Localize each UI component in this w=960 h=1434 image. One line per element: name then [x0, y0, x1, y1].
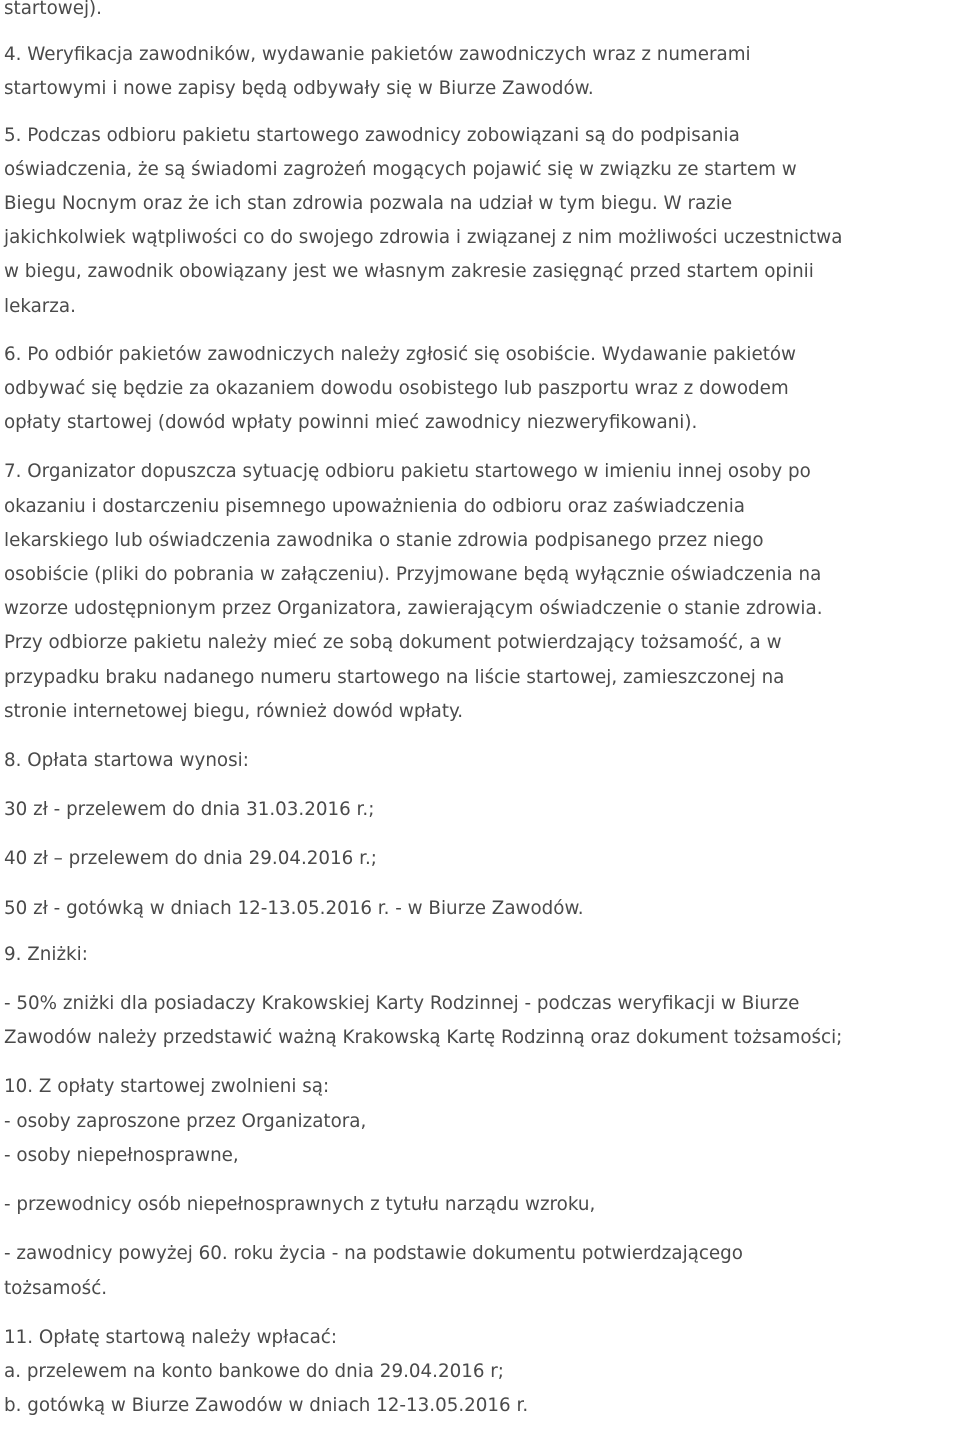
text-line: 6. Po odbiór pakietów zawodniczych należy zgłosić się osobiście. Wydawanie pakietów [4, 343, 796, 365]
regulations-document [4, 0, 960, 1423]
paragraph-8-heading: 8. Opłata startowa wynosi: [4, 750, 249, 772]
text-line: wzorze udostępnionym przez Organizatora, zawierającym oświadczenie o stanie zdrowia. [4, 598, 823, 620]
text-line: - osoby niepełnosprawne, [4, 1144, 239, 1166]
text-line: przypadku braku nadanego numeru startowego na liście startowej, zamieszczonej na [4, 666, 785, 688]
text-line: oświadczenia, że są świadomi zagrożeń mogących pojawić się w związku ze startem w [4, 158, 797, 180]
text-line: lekarskiego lub oświadczenia zawodnika o stanie zdrowia podpisanego przez niego [4, 529, 764, 551]
paragraph-9-heading: 9. Zniżki: [4, 943, 88, 965]
text-line: tożsamość. [4, 1277, 108, 1299]
paragraph-7-proxy-pickup [4, 455, 960, 729]
paragraph-10-exemptions [4, 1070, 960, 1173]
text-line: startowymi i nowe zapisy będą odbywały się w Biurze Zawodów. [4, 78, 594, 100]
text-line: 11. Opłatę startową należy wpłacać: [4, 1326, 337, 1348]
fee-item: 30 zł - przelewem do dnia 31.03.2016 r.; [4, 799, 375, 821]
text-line: - zawodnicy powyżej 60. roku życia - na podstawie dokumentu potwierdzającego [4, 1243, 743, 1265]
text-line-startowej: startowej). [4, 0, 102, 19]
paragraph-5-health-statement [4, 119, 960, 324]
text-line: lekarza. [4, 295, 76, 317]
text-line: odbywać się będzie za okazaniem dowodu osobistego lub paszportu wraz z dowodem [4, 378, 789, 400]
text-line: Przy odbiorze pakietu należy mieć ze sobą dokument potwierdzający tożsamość, a w [4, 632, 782, 654]
text-line: b. gotówką w Biurze Zawodów w dniach 12-13.05.2016 r. [4, 1395, 529, 1417]
paragraph-11-payment [4, 1321, 960, 1424]
paragraph-6-package-pickup [4, 338, 960, 441]
text-line: osobiście (pliki do pobrania w załączeniu). Przyjmowane będą wyłącznie oświadczenia na [4, 564, 822, 586]
text-line: 5. Podczas odbioru pakietu startowego zawodnicy zobowiązani są do podpisania [4, 124, 740, 146]
text-line: - 50% zniżki dla posiadaczy Krakowskiej Karty Rodzinnej - podczas weryfikacji w Biurze [4, 993, 800, 1015]
text-line: stronie internetowej biegu, również dowód wpłaty. [4, 700, 464, 722]
text-line: opłaty startowej (dowód wpłaty powinni mieć zawodnicy niezweryfikowani). [4, 412, 698, 434]
text-line: jakichkolwiek wątpliwości co do swojego zdrowia i związanej z nim możliwości uczestnictwa [4, 227, 843, 249]
text-line: Biegu Nocnym oraz że ich stan zdrowia pozwala na udział w tym biegu. W razie [4, 193, 733, 215]
text-line: w biegu, zawodnik obowiązany jest we własnym zakresie zasięgnąć przed startem opinii [4, 261, 814, 283]
exemption-item: - przewodnicy osób niepełnosprawnych z tytułu narządu wzroku, [4, 1194, 596, 1216]
text-line: 4. Weryfikacja zawodników, wydawanie pakietów zawodniczych wraz z numerami [4, 44, 751, 66]
text-line: 10. Z opłaty startowej zwolnieni są: [4, 1076, 330, 1098]
paragraph-4-verification [4, 38, 960, 106]
text-line: 7. Organizator dopuszcza sytuację odbioru pakietu startowego w imieniu innej osoby po [4, 461, 811, 483]
text-line: Zawodów należy przedstawić ważną Krakowską Kartę Rodzinną oraz dokument tożsamości; [4, 1027, 843, 1049]
fee-item: 40 zł – przelewem do dnia 29.04.2016 r.; [4, 848, 377, 870]
fee-item: 50 zł - gotówką w dniach 12-13.05.2016 r. - w Biurze Zawodów. [4, 897, 584, 919]
discount-item [4, 987, 960, 1055]
text-line: okazaniu i dostarczeniu pisemnego upoważnienia do odbioru oraz zaświadczenia [4, 495, 745, 517]
exemption-item [4, 1237, 960, 1305]
text-line: a. przelewem na konto bankowe do dnia 29.04.2016 r; [4, 1360, 504, 1382]
text-line: - osoby zaproszone przez Organizatora, [4, 1110, 367, 1132]
